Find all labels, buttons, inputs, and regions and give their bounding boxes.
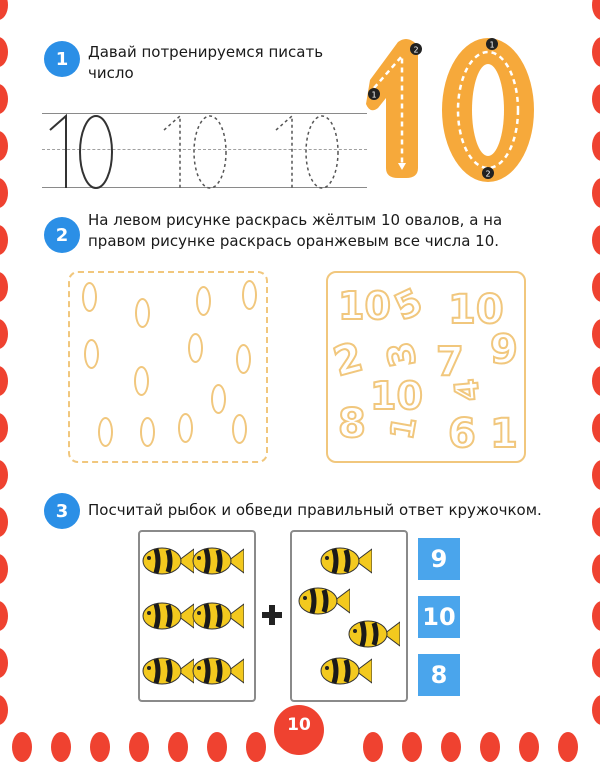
oval[interactable] — [140, 417, 155, 447]
border-dot — [0, 366, 8, 396]
border-dot — [0, 648, 8, 678]
number-glyph: 6 — [448, 411, 476, 457]
number-glyph: 4 — [447, 377, 487, 403]
oval[interactable] — [178, 413, 193, 443]
border-dot — [592, 460, 600, 490]
numbers-box-content — [326, 271, 526, 463]
border-dot — [0, 554, 8, 584]
task-3-badge: 3 — [44, 493, 80, 529]
number-glyph: 10 — [370, 374, 423, 418]
fish-icon — [142, 655, 194, 691]
oval[interactable] — [98, 417, 113, 447]
border-dot — [519, 732, 539, 762]
trace-number-10[interactable] — [270, 112, 340, 192]
border-dot — [592, 178, 600, 208]
border-dot — [592, 272, 600, 302]
number-glyph: 10 — [448, 287, 504, 333]
number-glyph: 3 — [380, 338, 425, 371]
border-dot — [592, 37, 600, 67]
task-2-badge: 2 — [44, 217, 80, 253]
border-dot — [592, 366, 600, 396]
fish-icon — [192, 655, 244, 691]
border-dot — [592, 554, 600, 584]
task-3-text: Посчитай рыбок и обведи правильный ответ кружочком. — [88, 501, 542, 519]
oval[interactable] — [82, 282, 97, 312]
border-dot — [592, 0, 600, 20]
big-number-10 — [360, 28, 540, 183]
step-marker-label: 1 — [489, 40, 495, 50]
border-dot — [592, 131, 600, 161]
step-marker-label: 1 — [371, 90, 377, 100]
oval[interactable] — [236, 344, 251, 374]
border-dot — [90, 732, 110, 762]
answer-option[interactable]: 9 — [418, 538, 460, 580]
fish-icon — [298, 585, 350, 621]
border-dot — [0, 695, 8, 725]
task-2-text: На левом рисунке раскрась жёлтым 10 овалов, а на правом рисунке раскрась оранжевым все числа 10. — [88, 211, 503, 250]
border-dot — [0, 319, 8, 349]
border-dot — [402, 732, 422, 762]
number-glyph: 1 — [490, 411, 518, 457]
border-dot — [592, 648, 600, 678]
border-dot — [592, 225, 600, 255]
border-dot — [246, 732, 266, 762]
task-1-text: Давай потренируемся писать число — [88, 43, 324, 82]
number-glyph: 10 — [338, 284, 391, 328]
number-glyph: 5 — [388, 281, 429, 330]
answer-option[interactable]: 8 — [418, 654, 460, 696]
border-dot — [0, 225, 8, 255]
page-number: 10 — [274, 705, 324, 755]
border-dot — [480, 732, 500, 762]
border-dot — [592, 507, 600, 537]
oval[interactable] — [211, 384, 226, 414]
oval[interactable] — [134, 366, 149, 396]
oval[interactable] — [188, 333, 203, 363]
border-dot — [0, 37, 8, 67]
number-glyph: 7 — [436, 339, 464, 385]
fish-icon — [192, 545, 244, 581]
step-marker-label: 2 — [413, 45, 419, 55]
border-dot — [0, 178, 8, 208]
border-dot — [441, 732, 461, 762]
oval[interactable] — [84, 339, 99, 369]
oval[interactable] — [135, 298, 150, 328]
fish-icon — [142, 545, 194, 581]
number-glyph: 1 — [382, 413, 424, 443]
number-glyph: 9 — [490, 327, 518, 373]
border-dot — [592, 695, 600, 725]
fish-icon — [320, 545, 372, 581]
task-1-badge: 1 — [44, 41, 80, 77]
answer-option[interactable]: 10 — [418, 596, 460, 638]
border-dot — [0, 0, 8, 20]
border-dot — [0, 460, 8, 490]
model-number-10 — [44, 112, 114, 192]
border-dot — [0, 413, 8, 443]
border-dot — [168, 732, 188, 762]
border-dot — [592, 413, 600, 443]
number-glyph: 2 — [328, 334, 368, 386]
fish-icon — [142, 600, 194, 636]
step-marker-label: 2 — [485, 169, 491, 179]
border-dot — [12, 732, 32, 762]
number-glyph: 8 — [338, 401, 366, 447]
border-dot — [558, 732, 578, 762]
oval[interactable] — [196, 286, 211, 316]
border-dot — [592, 84, 600, 114]
oval[interactable] — [232, 414, 247, 444]
fish-icon — [192, 600, 244, 636]
fish-icon — [320, 655, 372, 691]
border-dot — [207, 732, 227, 762]
border-dot — [51, 732, 71, 762]
border-dot — [129, 732, 149, 762]
fish-icon — [348, 618, 400, 654]
border-dot — [0, 601, 8, 631]
border-dot — [0, 507, 8, 537]
border-dot — [0, 84, 8, 114]
trace-number-10[interactable] — [158, 112, 228, 192]
border-dot — [592, 601, 600, 631]
border-dot — [0, 272, 8, 302]
border-dot — [592, 319, 600, 349]
border-dot — [0, 131, 8, 161]
border-dot — [363, 732, 383, 762]
plus-icon — [262, 605, 282, 625]
oval[interactable] — [242, 280, 257, 310]
